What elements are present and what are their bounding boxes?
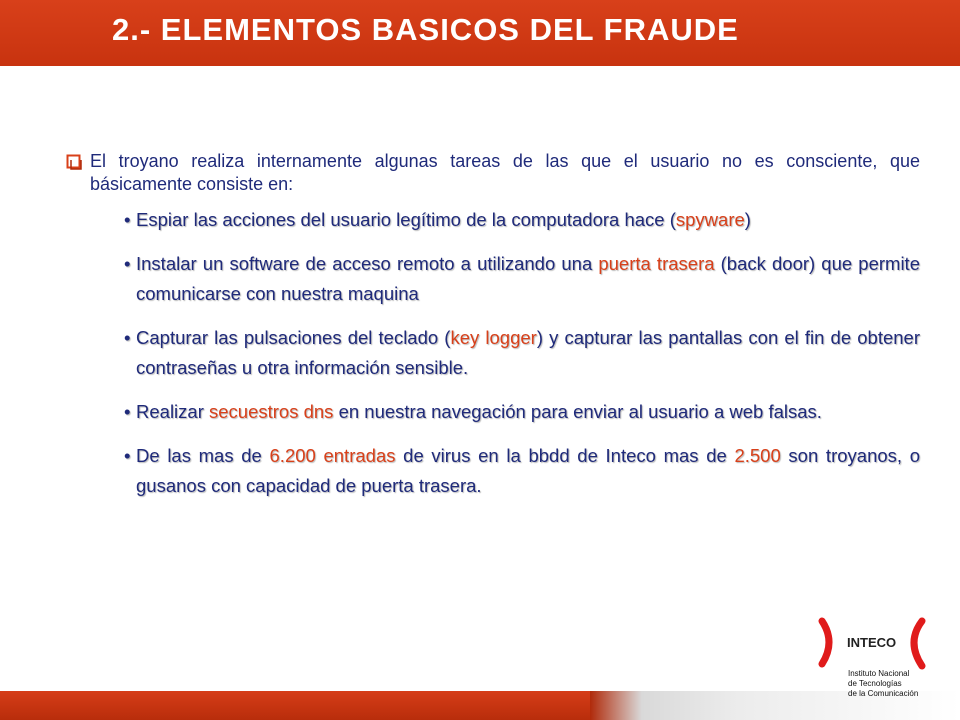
bullet-item-spyware: • Espiar las acciones del usuario legítimo de la computadora hace (spyware) bbox=[66, 205, 920, 235]
intro-paragraph bbox=[66, 150, 920, 196]
slide-title: 2.- ELEMENTOS BASICOS DEL FRAUDE bbox=[112, 12, 739, 47]
bullet-item-keylogger: • Capturar las pulsaciones del teclado (key logger) y capturar las pantallas con el fin de obtener contraseñas u otra información sensible. bbox=[66, 323, 920, 383]
checkbox-bullet-icon bbox=[66, 154, 82, 170]
bullet-dot-icon: • bbox=[124, 209, 131, 230]
bullet-list bbox=[66, 205, 920, 501]
bullet-dot-icon: • bbox=[124, 401, 131, 422]
slide-content bbox=[66, 150, 920, 515]
logo-caption: Instituto Nacional de Tecnologías de la Comunicación bbox=[848, 669, 919, 698]
bullet-dot-icon: • bbox=[124, 445, 131, 466]
bullet-item-backdoor: • Instalar un software de acceso remoto a utilizando una puerta trasera (back door) que permite comunicarse con nuestra maquina bbox=[66, 249, 920, 309]
bullet-item-statistics: • De las mas de 6.200 entradas de virus en la bbdd de Inteco mas de 2.500 son troyanos, o gusanos con capacidad de puerta trasera. bbox=[66, 441, 920, 501]
intro-text: El troyano realiza internamente algunas tareas de las que el usuario no es consciente, que básicamente consiste en: bbox=[90, 151, 920, 194]
footer-bar bbox=[0, 691, 590, 720]
title-bar bbox=[0, 0, 960, 66]
svg-text:INTECO: INTECO bbox=[847, 635, 897, 650]
bullet-dot-icon: • bbox=[124, 327, 131, 348]
bullet-item-dns: • Realizar secuestros dns en nuestra navegación para enviar al usuario a web falsas. bbox=[66, 397, 920, 427]
bullet-dot-icon: • bbox=[124, 253, 131, 274]
